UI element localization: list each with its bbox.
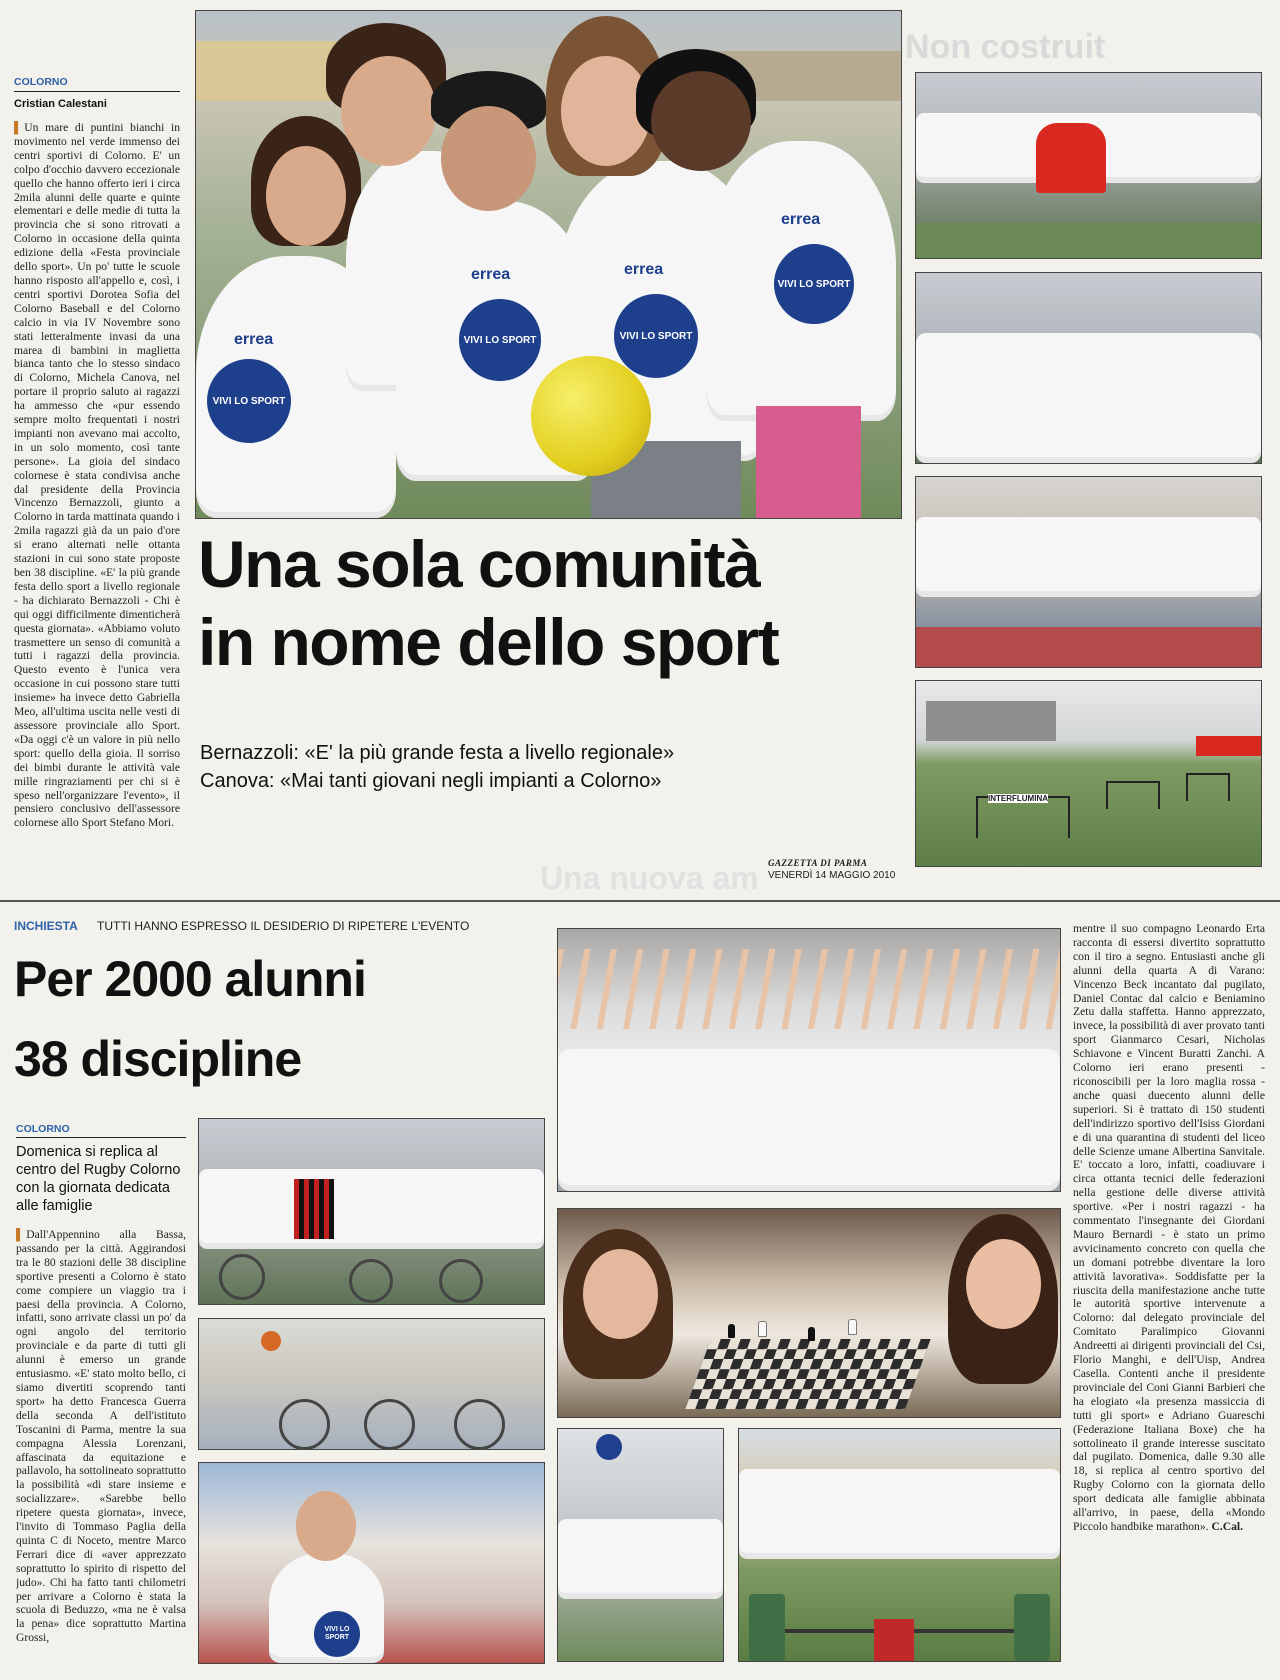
hurdle-3 <box>1186 773 1230 801</box>
wheelchair-wheel-1 <box>279 1399 330 1450</box>
photo-weightlifting-girl <box>738 1428 1061 1662</box>
wheelchair-wheel-3 <box>454 1399 505 1450</box>
newspaper-masthead: GAZZETTA DI PARMA <box>768 858 868 868</box>
photo-hurdles-field <box>915 680 1262 867</box>
photo-wheelchair-basketball <box>198 1318 545 1450</box>
photo-cycling-kids <box>198 1118 545 1305</box>
chess-piece-black <box>728 1324 735 1338</box>
cyclists-shirts <box>199 1169 544 1249</box>
bleed-through-text: Non costruit <box>905 28 1106 66</box>
vivi-lo-sport-badge-1: VIVI LO SPORT <box>204 356 294 446</box>
kid-face-2 <box>341 56 436 166</box>
blue-volleyball <box>596 1434 622 1460</box>
background-building <box>196 41 336 101</box>
inchiesta-tagline: TUTTI HANNO ESPRESSO IL DESIDERIO DI RIPETERE L'EVENTO <box>97 919 470 933</box>
yellow-ball <box>531 356 651 476</box>
weightlifting-shirts <box>739 1469 1060 1559</box>
bottom-right-body <box>1073 922 1265 1672</box>
indoor-lineup-shirts <box>916 517 1261 597</box>
red-trousers <box>874 1619 914 1661</box>
bike-wheel-2 <box>349 1259 393 1303</box>
kids-line-shirts <box>916 333 1261 463</box>
photo-kids-line <box>915 272 1262 464</box>
section-divider <box>0 900 1280 902</box>
paragraph-marker-icon-2: ▌ <box>16 1228 25 1241</box>
kicker-rule <box>14 91 180 92</box>
photo-volleyball-kids <box>557 1428 724 1662</box>
photo-chess-girls <box>557 1208 1061 1418</box>
kid-face-1 <box>266 146 346 246</box>
boy-face <box>296 1491 356 1561</box>
vivi-lo-sport-badge-3: VIVI LO SPORT <box>456 296 544 384</box>
red-shirt-person <box>1036 123 1106 193</box>
volleyball-shirts <box>558 1519 723 1599</box>
errea-logo-3: errea <box>471 266 511 283</box>
chess-piece-white <box>758 1321 767 1337</box>
hurdle-2 <box>1106 781 1160 809</box>
pink-trousers <box>756 406 861 518</box>
striped-football-shirt <box>294 1179 334 1239</box>
bleed-through-text-lower: Una nuova am <box>540 860 759 896</box>
photo-indoor-lineup <box>915 476 1262 668</box>
errea-logo-1: errea <box>234 331 274 348</box>
bottom-left-text: Dall'Appennino alla Bassa, passando per la città. Aggirandosi tra le 80 stazioni delle 38 discipline sportive presenti a Colorno è stato come compiere un viaggio tra i paesi della provincia. A Colorno, infatti, sono arrivate classi un po' da ogni angolo del territorio provinciale e da parte di tutti gli alunni è emerso un grande entusiasmo. «E' stato molto bello, ci siamo divertiti scoprendo tanti sport» ha detto Francesca Guerra della seconda A dell'istituto Toscanini di Parma, mentre la sua compagna Alessia Lorenzani, affascinata da equitazione e pallavolo, ha sottolineato soprattutto la possibilità «di stare insieme e socializzare». «Sarebbe bello ripetere questa giornata», invece, l'invito di Tommaso Paglia della quinta C di Noceto, mentre Marco Ferrari dice di «aver apprezzato soprattutto lo spirito di rispetto del judo». Chi ha fatto tanti chilometri per arrivare a Colorno è stata la scuola di Beduzzo, «ma ne è valsa la pena» dice soprattutto Martina Grossi, <box>16 1228 186 1645</box>
bike-wheel-1 <box>219 1254 265 1300</box>
grandstand <box>926 701 1056 741</box>
bottom-lede: Domenica si replica al centro del Rugby Colorno con la giornata dedicata alle famiglie <box>16 1144 181 1214</box>
kid-face-3 <box>441 106 536 211</box>
indoor-floor <box>916 627 1261 667</box>
top-kicker: COLORNO <box>14 76 68 88</box>
barbell-plate-left <box>749 1594 785 1661</box>
bottom-left-body <box>16 1228 186 1674</box>
raised-arms <box>558 949 1060 1029</box>
bottom-signature: C.Cal. <box>1211 1519 1244 1533</box>
girl-face-left <box>583 1249 658 1339</box>
grass-strip <box>916 223 1261 258</box>
vivi-lo-sport-badge-5: VIVI LO SPORT <box>771 241 857 327</box>
hero-photo-children-with-ball <box>195 10 902 519</box>
top-headline-line2: in nome dello sport <box>198 605 779 679</box>
wheelchair-wheel-2 <box>364 1399 415 1450</box>
chess-piece-black-2 <box>808 1327 815 1341</box>
bottom-right-text: mentre il suo compagno Leonardo Erta racconta di essersi divertito soprattutto con il tiro a segno. Entusiasti anche gli alunni della quarta A di Varano: Vincenzo Beck incantato dal pugilato, Daniel Contac dal calcio e Beniamino Zetu dalla staffetta. Hanno apprezzato, invece, la possibilità di aver provato tanti sport Gianmarco Cesari, Nicholas Schiavone e Vincent Buratti Zanchi. A Colorno ieri erano presenti - riconoscibili per la loro maglia rossa - anche quasi duecento alunni delle superiori. Si è trattato di 150 studenti dell'indirizzo sportivo dell'Isiss Giordani e di una quarantina di studenti del liceo delle Scienze umane Albertina Sanvitale. E' toccato a loro, infatti, coadiuvare i circa ottanta tecnici delle federazioni nella gestione delle diverse attività sportive. «Per i nostri ragazzi - ha commentato l'insegnante dei Giordani Mauro Bernardi - è stato un primo avvicinamento concreto con quella che un domani potrebbe diventare la loro attività lavorativa». Soddisfatte per la riuscita della manifestazione anche tutte le autorità sportive intervenute a Colorno: dal delegato provinciale del Comitato Paralimpico Giovanni Andreetti ai dirigenti provinciali del Csi, Florio Manghi, e dell'Uisp, Andrea Casella. Contenti anche il presidente provinciale del Coni Gianni Barbieri che ha elogiato «la presenza massiccia di tutti gli sport» e Adriano Guareschi (Federazione Italiana Boxe) che ha sottolineato il grande interesse suscitato dal pugilato. Domenica, dalle 9.30 alle 18, si replica al centro sportivo del Rugby Colorno con la giornata dello sport dedicata alle famiglie abbinata all'arrivo, in paese, della «Mondo Piccolo handbike marathon». <box>1073 922 1265 1533</box>
kid-face-5 <box>651 71 751 171</box>
hurdle-banner-text: INTERFLUMINA <box>988 794 1048 803</box>
errea-logo-5: errea <box>781 211 821 228</box>
bottom-kicker: COLORNO <box>16 1123 70 1135</box>
bottom-headline-line1: Per 2000 alunni <box>14 951 366 1007</box>
basketball <box>261 1331 281 1351</box>
girl-face-right <box>966 1239 1041 1329</box>
top-article-body <box>14 121 180 879</box>
errea-logo-4: errea <box>624 261 664 278</box>
barbell-plate-right <box>1014 1594 1050 1661</box>
vivi-lo-sport-badge-4: VIVI LO SPORT <box>611 291 701 381</box>
photo-group-red-shirts <box>915 72 1262 259</box>
chess-piece-white-2 <box>848 1319 857 1335</box>
photo-indoor-kids-smiling <box>198 1462 545 1664</box>
top-subhead-line2: Canova: «Mai tanti giovani negli impianti a Colorno» <box>200 770 662 792</box>
top-subhead-line1: Bernazzoli: «E' la più grande festa a livello regionale» <box>200 742 675 764</box>
chess-board <box>685 1339 930 1409</box>
inchiesta-tag: INCHIESTA <box>14 919 78 933</box>
paragraph-marker-icon: ▌ <box>14 121 23 134</box>
author-byline: Cristian Calestani <box>14 98 107 110</box>
crowd-shirts <box>558 1049 1060 1191</box>
top-body-text: Un mare di puntini bianchi in movimento nel verde immenso dei centri sportivi di Colorno. E' un colpo d'occhio davvero eccezionale quello che hanno offerto ieri i circa 2mila alunni delle quarte e quinte elementari e delle medie di tutta la provincia che si sono ritrovati a Colorno in occasione della quinta edizione della «Festa provinciale dello sport». Un po' tutte le scuole hanno risposto all'appello e, così, i centri sportivi Dorotea Sofia del Colorno Baseball e del Colorno calcio in via IV Novembre sono stati letteralmente invasi da una marea di bambini in maglietta bianca tanto che lo stesso sindaco di Colorno, Michela Canova, nel portare il proprio saluto ai ragazzi ha ammesso che «pur essendo sempre molto frequentati i nostri impianti non avevano mai accolto, in un solo momento, così tante persone». La gioia del sindaco colornese è stata condivisa anche dal presidente della Provincia Vincenzo Bernazzoli, giunto a Colorno in tarda mattinata quando i 2mila ragazzi già da un paio d'ore si erano alternati nelle ottanta stazioni in cui sono state proposte ben 38 discipline. «E' la più grande festa dello sport a livello regionale - ha dichiarato Bernazzoli - Chi è qui oggi difficilmente dimenticherà questa giornata». «Abbiamo voluto trasmettere un senso di comunità a tutti i ragazzi della provincia. Questo evento è l'unica vera occasione in cui possono stare tutti insieme» ha invece detto Gabriella Meo, all'ultima uscita nelle vesti di assessore provinciale allo Sport. «Da oggi c'è un valore in più nello sport: quello della gioia. Il sorriso dei bimbi durante le attività vale mille ringraziamenti per chi si è speso nell'organizzare l'evento», il pensiero conclusivo dell'assessore colornese allo Sport Stefano Mori. <box>14 121 180 830</box>
top-headline-line1: Una sola comunità <box>198 527 760 601</box>
bike-wheel-3 <box>439 1259 483 1303</box>
publication-date: VENERDÌ 14 MAGGIO 2010 <box>768 870 896 881</box>
bottom-kicker-rule <box>16 1137 186 1138</box>
photo-crowd-cheering <box>557 928 1061 1192</box>
vivi-lo-sport-badge-boy: VIVI LO SPORT <box>311 1608 363 1660</box>
red-shirts-row <box>1196 736 1261 756</box>
bottom-headline-line2: 38 discipline <box>14 1031 302 1087</box>
